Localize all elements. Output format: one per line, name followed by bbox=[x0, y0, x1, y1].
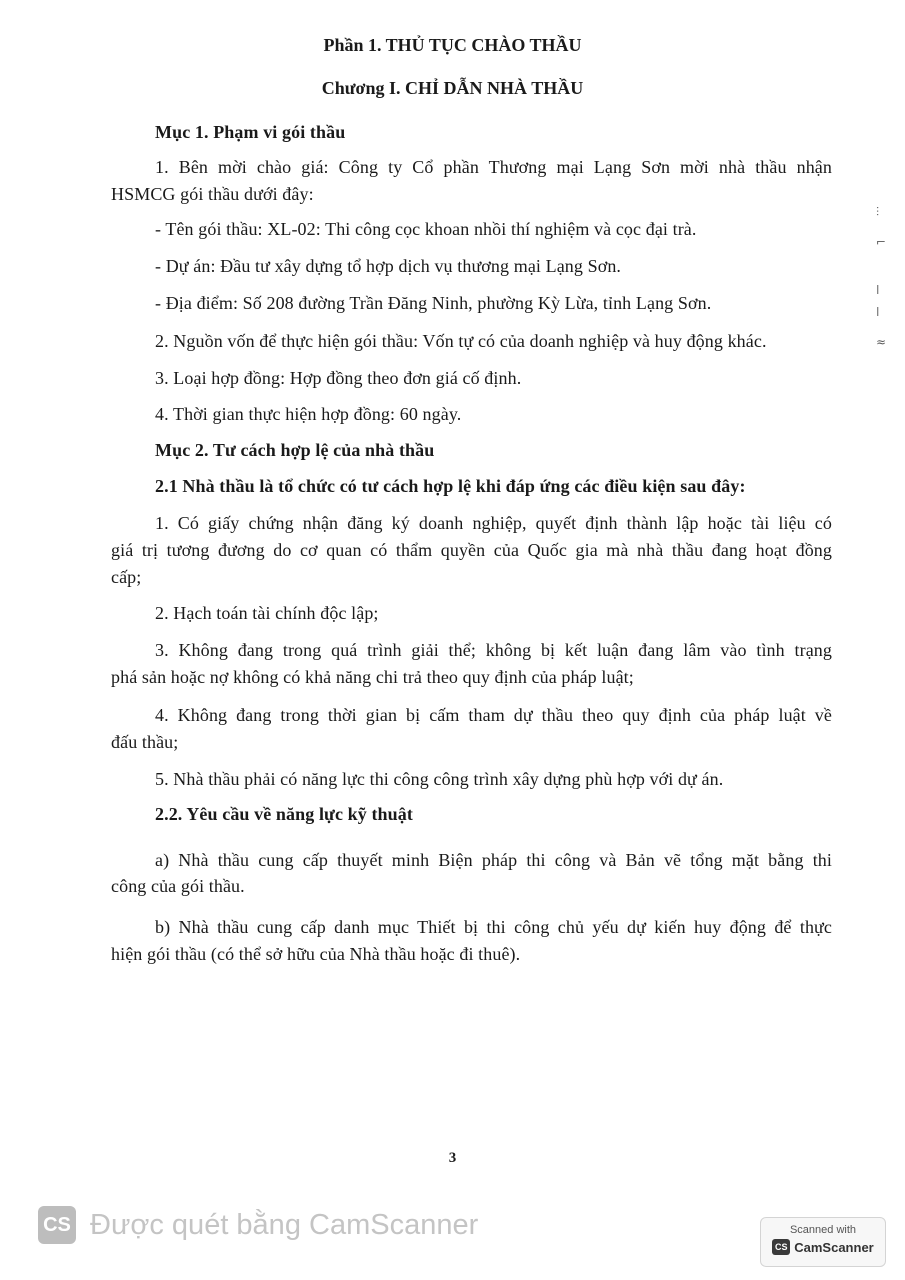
requirement-a-line1: a) Nhà thầu cung cấp thuyết minh Biện pháp thi công và Bản vẽ tổng mặt bằng thi bbox=[155, 850, 832, 870]
subsection-2-2: 2.2. Yêu cầu về năng lực kỹ thuật bbox=[155, 804, 413, 824]
criterion4-line1: 4. Không đang trong thời gian bị cấm tham dự thầu theo quy định của pháp luật về bbox=[155, 705, 832, 725]
criterion4-line2: đấu thầu; bbox=[111, 732, 179, 752]
funding-line: 2. Nguồn vốn để thực hiện gói thầu: Vốn tự có của doanh nghiệp và huy động khác. bbox=[155, 331, 767, 351]
badge-name-text: CamScanner bbox=[794, 1239, 874, 1255]
location-line: - Địa điểm: Số 208 đường Trần Đăng Ninh, phường Kỳ Lừa, tỉnh Lạng Sơn. bbox=[155, 293, 712, 313]
section1-p1-line1: 1. Bên mời chào giá: Công ty Cổ phần Thương mại Lạng Sơn mời nhà thầu nhận bbox=[155, 157, 832, 177]
page-number: 3 bbox=[448, 1150, 457, 1166]
badge-top-text: Scanned with bbox=[789, 1224, 857, 1236]
requirement-a-line2: công của gói thầu. bbox=[111, 876, 245, 896]
section2-heading: Mục 2. Tư cách hợp lệ của nhà thầu bbox=[155, 440, 435, 460]
criterion3-line2: phá sản hoặc nợ không có khả năng chi trả theo quy định của pháp luật; bbox=[111, 667, 634, 687]
requirement-b-line2: hiện gói thầu (có thể sở hữu của Nhà thầu hoặc đi thuê). bbox=[111, 944, 521, 964]
contract-type-line: 3. Loại hợp đồng: Hợp đồng theo đơn giá cố định. bbox=[155, 368, 522, 388]
criterion1-line1: 1. Có giấy chứng nhận đăng ký doanh nghiệp, quyết định thành lập hoặc tài liệu có bbox=[155, 513, 832, 533]
camscanner-mini-logo-icon: CS bbox=[772, 1239, 790, 1255]
camscanner-footer bbox=[38, 1205, 478, 1245]
criterion1-line3: cấp; bbox=[111, 567, 142, 587]
camscanner-logo-icon: CS bbox=[38, 1206, 76, 1244]
chapter-title: Chương I. CHỈ DẪN NHÀ THẦU bbox=[321, 78, 584, 98]
criterion1-line2: giá trị tương đương do cơ quan có thẩm quyền của Quốc gia mà nhà thầu đang hoạt đồng bbox=[111, 540, 832, 560]
requirement-b-line1: b) Nhà thầu cung cấp danh mục Thiết bị thi công chủ yếu dự kiến huy động để thực bbox=[155, 917, 832, 937]
duration-line: 4. Thời gian thực hiện hợp đồng: 60 ngày. bbox=[155, 404, 462, 424]
camscanner-badge bbox=[760, 1217, 886, 1267]
section1-p1-line2: HSMCG gói thầu dưới đây: bbox=[111, 184, 314, 204]
part-title: Phần 1. THỦ TỤC CHÀO THẦU bbox=[323, 35, 582, 55]
package-name-line: - Tên gói thầu: XL-02: Thi công cọc khoan nhồi thí nghiệm và cọc đại trà. bbox=[155, 219, 697, 239]
criterion2: 2. Hạch toán tài chính độc lập; bbox=[155, 603, 379, 623]
camscanner-footer-text: Được quét bằng CamScanner bbox=[90, 1208, 479, 1241]
criterion5: 5. Nhà thầu phải có năng lực thi công công trình xây dựng phù hợp với dự án. bbox=[155, 769, 724, 789]
subsection-2-1: 2.1 Nhà thầu là tổ chức có tư cách hợp lệ khi đáp ứng các điều kiện sau đây: bbox=[155, 476, 746, 496]
margin-scan-marks: ⫶ ⌐ ǀ ǀ ≈ bbox=[876, 205, 887, 349]
project-line: - Dự án: Đầu tư xây dựng tổ hợp dịch vụ thương mại Lạng Sơn. bbox=[155, 256, 622, 276]
section1-heading: Mục 1. Phạm vi gói thầu bbox=[155, 122, 346, 142]
criterion3-line1: 3. Không đang trong quá trình giải thể; không bị kết luận đang lâm vào tình trạng bbox=[155, 640, 832, 660]
